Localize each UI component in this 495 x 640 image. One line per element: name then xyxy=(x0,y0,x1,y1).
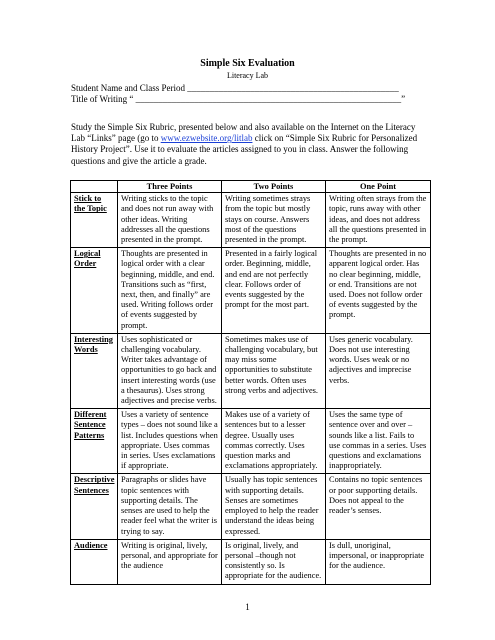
table-row xyxy=(71,409,431,474)
instructions-text-before: Study the Simple Six Rubric, presented below and also available on the Internet on the Literacy Lab “Links” page (go to xyxy=(71,122,416,144)
instructions-paragraph xyxy=(71,122,431,167)
rubric-header-row xyxy=(71,181,431,193)
cell-one-point: Contains no topic sentences or poor supporting details. Does not appeal to the reader’s senses. xyxy=(326,474,431,539)
cell-two-points: Presented in a fairly logical order. Beginning, middle, and end are not perfectly clear. Follows order of events suggested by the prompt for the most part. xyxy=(222,248,326,334)
litlab-link[interactable]: www.ezwebsite.org/litlab xyxy=(160,133,253,144)
cell-two-points: Usually has topic sentences with supporting details. Senses are sometimes employed to help the reader understand the ideas being expressed. xyxy=(222,474,326,539)
cell-three-points: Writing is original, lively, personal, and appropriate for the audience xyxy=(118,539,222,584)
cell-one-point: Thoughts are presented in no apparent logical order. Has no clear beginning, middle, or end. Transitions are not used. Does not follow order of events suggested by the prompt. xyxy=(326,248,431,334)
student-name-line: Student Name and Class Period _______________________________________________ xyxy=(71,83,399,93)
page-number: 1 xyxy=(245,602,250,612)
cell-one-point: Is dull, unoriginal, impersonal, or inappropriate for the audience. xyxy=(326,539,431,584)
category-descriptive-sentences: Descriptive Sentences xyxy=(71,474,118,539)
cell-one-point: Uses generic vocabulary. Does not use interesting words. Uses weak or no adjectives and imprecise verbs. xyxy=(326,333,431,408)
cell-three-points: Uses a variety of sentence types – does not sound like a list. Includes questions when appropriate. Uses commas in series. Uses exclamations if appropriate. xyxy=(118,409,222,474)
cell-one-point: Writing often strays from the topic, runs away with other ideas, and does not address all the questions presented in the prompt. xyxy=(326,193,431,248)
category-audience: Audience xyxy=(71,539,118,584)
title-of-writing-line: Title of Writing “ ___________________________________________________________” xyxy=(71,94,406,104)
table-row xyxy=(71,193,431,248)
category-logical-order: Logical Order xyxy=(71,248,118,334)
cell-two-points: Writing sometimes strays from the topic but mostly stays on course. Answers most of the questions presented in the prompt. xyxy=(222,193,326,248)
category-stick-to-topic: Stick to the Topic xyxy=(71,193,118,248)
table-row xyxy=(71,539,431,584)
cell-two-points: Sometimes makes use of challenging vocabulary, but may miss some opportunities to substitute better words. Often uses strong verbs and adjectives. xyxy=(222,333,326,408)
table-row xyxy=(71,333,431,408)
header-three-points: Three Points xyxy=(118,181,222,193)
table-row xyxy=(71,474,431,539)
cell-three-points: Thoughts are presented in logical order with a clear beginning, middle, and end. Transitions such as “first, next, then, and finally” are used. Writing follows order of events suggested by prompt. xyxy=(118,248,222,334)
cell-one-point: Uses the same type of sentence over and over – sounds like a list. Fails to use commas in a series. Uses questions and exclamations inappropriately. xyxy=(326,409,431,474)
header-two-points: Two Points xyxy=(222,181,326,193)
category-interesting-words: Interesting Words xyxy=(71,333,118,408)
instructions-text-after: click on “Simple Six Rubric for Personalized History Project”. Use it to evaluate the articles assigned to you in class. Answer the following questions and give the article a grade. xyxy=(71,133,418,166)
cell-three-points: Paragraphs or slides have topic sentences with supporting details. The senses are used to help the reader feel what the writer is trying to say. xyxy=(118,474,222,539)
header-blank xyxy=(71,181,118,193)
page-title: Simple Six Evaluation xyxy=(200,58,295,69)
cell-three-points: Writing sticks to the topic and does not run away with other ideas. Writing addresses all the questions presented in the prompt. xyxy=(118,193,222,248)
page-subtitle: Literacy Lab xyxy=(226,71,269,80)
table-row xyxy=(71,248,431,334)
category-different-sentence-patterns: Different Sentence Patterns xyxy=(71,409,118,474)
cell-two-points: Is original, lively, and personal –though not consistently so. Is appropriate for the audience. xyxy=(222,539,326,584)
rubric-table xyxy=(70,180,431,585)
cell-three-points: Uses sophisticated or challenging vocabulary. Writer takes advantage of opportunities to go back and insert interesting words (use a thesaurus). Uses strong adjectives and precise verbs. xyxy=(118,333,222,408)
header-one-point: One Point xyxy=(326,181,431,193)
cell-two-points: Makes use of a variety of sentences but to a lesser degree. Usually uses commas correctly. Uses question marks and exclamations appropriately. xyxy=(222,409,326,474)
